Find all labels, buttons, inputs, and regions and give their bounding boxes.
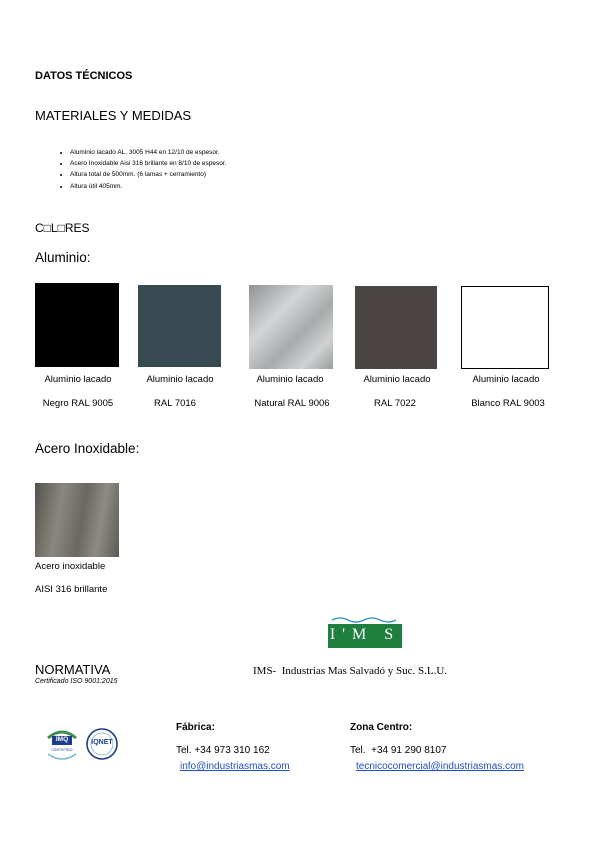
spec-item: • Altura total de 500mm. (6 lamas + cerramiento) <box>70 171 226 179</box>
iqnet-logo <box>84 726 120 762</box>
swatch-caption: Aluminio lacado <box>44 374 112 385</box>
iso-certificate: Certificado ISO 9001:2015 <box>35 678 118 685</box>
company-name: IMS- Industrias Mas Salvadó y Suc. S.L.U. <box>253 665 448 677</box>
ims-logo <box>326 614 404 650</box>
materiales-heading: MATERIALES Y MEDIDAS <box>35 108 192 123</box>
swatch-blanco-ral-9003 <box>461 286 549 369</box>
imq-logo <box>42 724 82 764</box>
swatch-ral-7016 <box>138 285 221 367</box>
zona-centro-title: Zona Centro: <box>350 722 413 733</box>
imq-sublabel: CERTIFIED <box>51 747 73 752</box>
swatch-caption: RAL 7022 <box>374 398 416 409</box>
swatch-caption: Aluminio lacado <box>363 374 431 385</box>
swatch-caption: Blanco RAL 9003 <box>471 398 545 409</box>
fabrica-title: Fábrica: <box>176 722 215 733</box>
swatch-acero-inoxidable <box>35 483 119 557</box>
aluminio-heading: Aluminio: <box>35 250 91 265</box>
iqnet-label: IQNET <box>91 739 113 746</box>
spec-list <box>35 149 226 194</box>
swatch-caption: RAL 7016 <box>154 398 196 409</box>
normativa-heading: NORMATIVA <box>35 662 111 677</box>
spec-item: • Acero Inoxidable Aisi 316 brillante en 8/10 de espesor. <box>70 160 226 168</box>
swatch-caption: Natural RAL 9006 <box>254 398 330 409</box>
datos-tecnicos-heading: DATOS TÉCNICOS <box>35 70 133 82</box>
swatch-caption: Aluminio lacado <box>472 374 540 385</box>
swatch-caption: Aluminio lacado <box>256 374 324 385</box>
acero-heading: Acero Inoxidable: <box>35 441 140 456</box>
colores-heading: C□L□RES <box>35 221 90 235</box>
swatch-negro-ral-9005 <box>35 283 119 367</box>
imq-label: IMQ <box>55 736 69 743</box>
zona-centro-email-link[interactable]: tecnicocomercial@industriasmas.com <box>356 761 524 772</box>
swatch-natural-ral-9006 <box>249 285 333 369</box>
fabrica-phone: Tel. +34 973 310 162 <box>176 745 270 756</box>
swatch-ral-7022 <box>355 286 437 369</box>
fabrica-email-link[interactable]: info@industriasmas.com <box>180 761 290 772</box>
swatch-caption: Negro RAL 9005 <box>42 398 114 409</box>
zona-centro-phone: Tel. +34 91 290 8107 <box>350 745 447 756</box>
swatch-caption: AISI 316 brillante <box>35 584 108 595</box>
swatch-caption: Acero inoxidable <box>35 561 106 572</box>
ims-logo-text: I'M S <box>329 626 401 643</box>
swatch-caption: Aluminio lacado <box>146 374 214 385</box>
spec-item: • Aluminio lacado AL. 3005 H44 en 12/10 de espesor. <box>70 149 226 157</box>
spec-item: • Altura útil 405mm. <box>70 183 226 191</box>
